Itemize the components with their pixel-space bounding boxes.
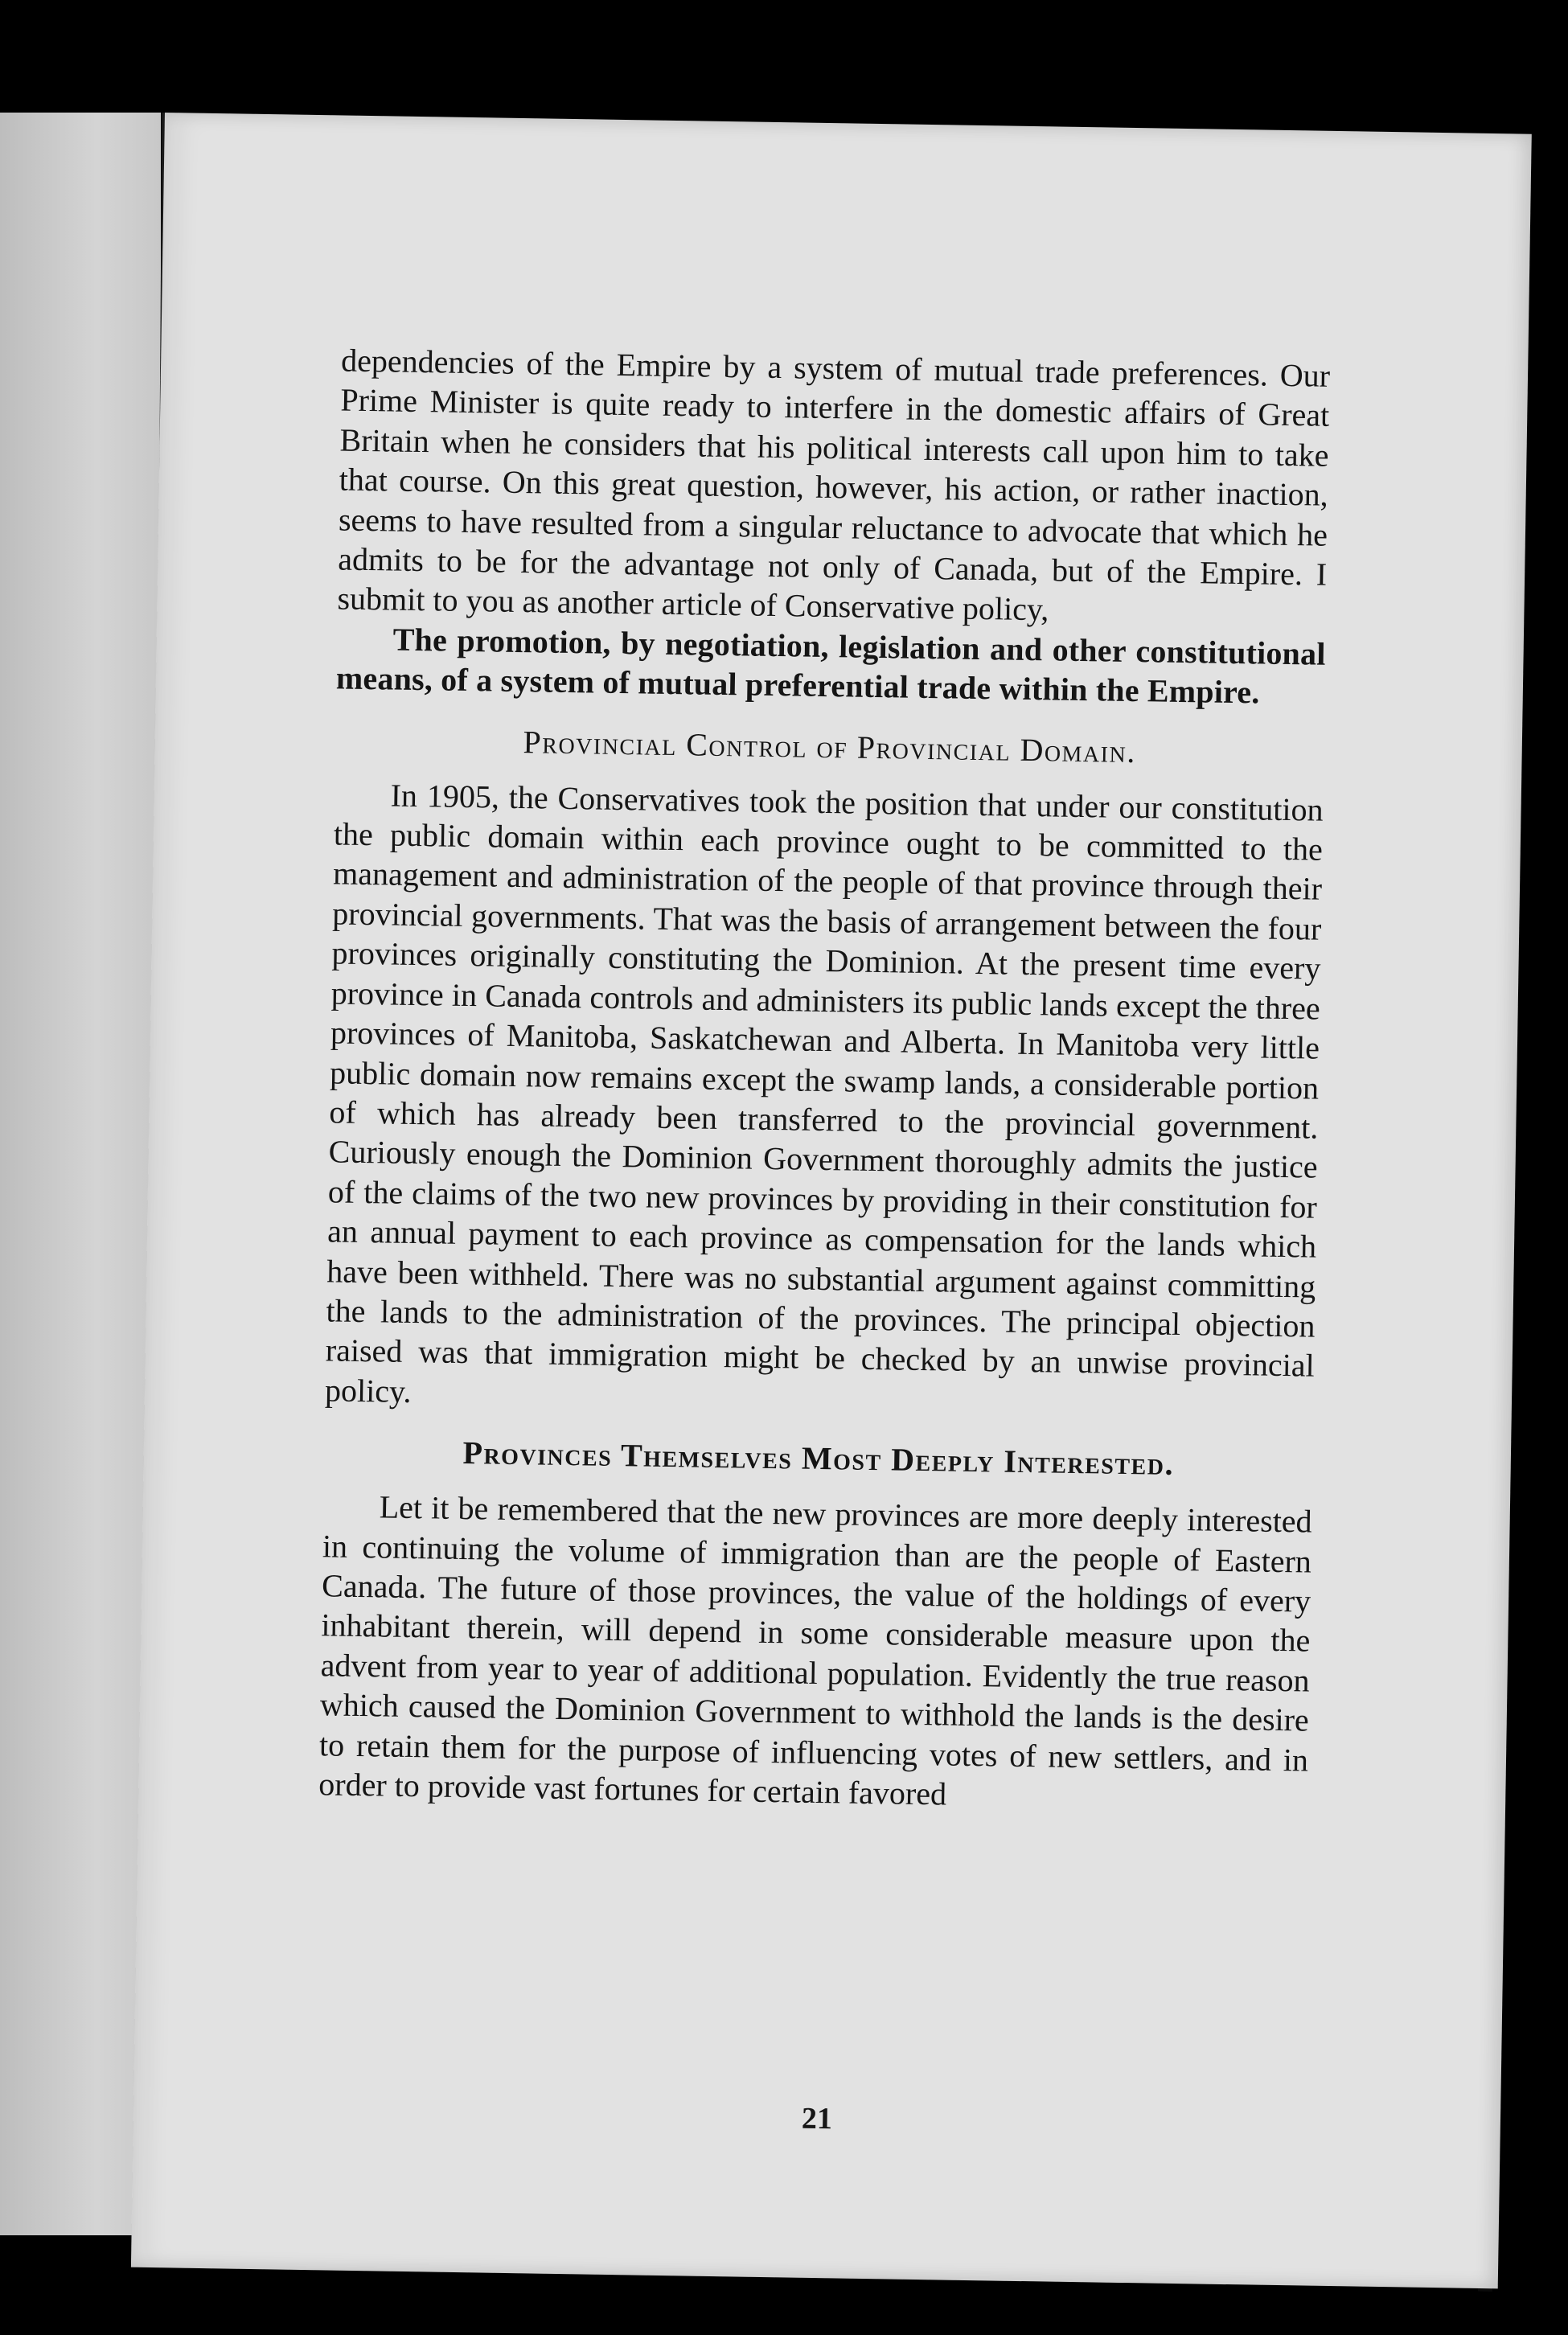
- page-number: 21: [801, 2101, 833, 2136]
- heading-provincial-control: Provincial Control of Provincial Domain.: [523, 723, 1137, 769]
- heading-provinces-interested: Provinces Themselves Most Deeply Interested.: [462, 1434, 1175, 1483]
- paragraph-provinces-interested: Let it be remembered that the new provinces are more deeply interested in continuing the volume of immigration than are the people of Eastern Canada. The future of those provinces, the value of the holdings of every inhabitant therein, will depend in some considerable measure upon the advent from year to year of additional population. Evidently the true reason which caused the Dominion Government to withhold the lands is the desire to retain them for the purpose of influencing votes of new settlers, and in order to provide vast fortunes for certain favored: [318, 1488, 1313, 1812]
- book-page: [131, 113, 1532, 2288]
- paragraph-provincial-control: In 1905, the Conservatives took the position that under our constitution the public domain within each province ought to be committed to the management and administration of the people of that province through their provincial governments. That was the basis of arrangement between the four provinces originally constituting the Dominion. At the present time every province in Canada controls and administers its public lands except the three provinces of Manitoba, Saskatchewan and Alberta. In Manitoba very little public domain now remains except the swamp lands, a considerable portion of which has already been transferred to the provincial government. Curiously enough the Dominion Government thoroughly admits the justice of the claims of the two new provinces by providing in their constitution for an annual payment to each province as compensation for the lands which have been withheld. There was no substantial argument against committing the lands to the administration of the provinces. The principal objection raised was that immigration might be checked by an unwise provincial policy.: [324, 777, 1324, 1410]
- policy-statement-preferential-trade: The promotion, by negotiation, legislation and other constitutional means, of a system of mutual preferential trade within the Empire.: [335, 621, 1326, 711]
- paragraph-trade-preferences: dependencies of the Empire by a system of mutual trade preferences. Our Prime Minister is quite ready to interfere in the domestic affairs of Great Britain when he considers that his political interests call upon him to take that course. On this great question, however, his action, or rather inaction, seems to have resulted from a singular reluctance to advocate that which he admits to be for the advantage not only of Canada, but of the Empire. I submit to you as another article of Conservative policy,: [337, 342, 1331, 628]
- page-text-block: [318, 340, 1330, 1820]
